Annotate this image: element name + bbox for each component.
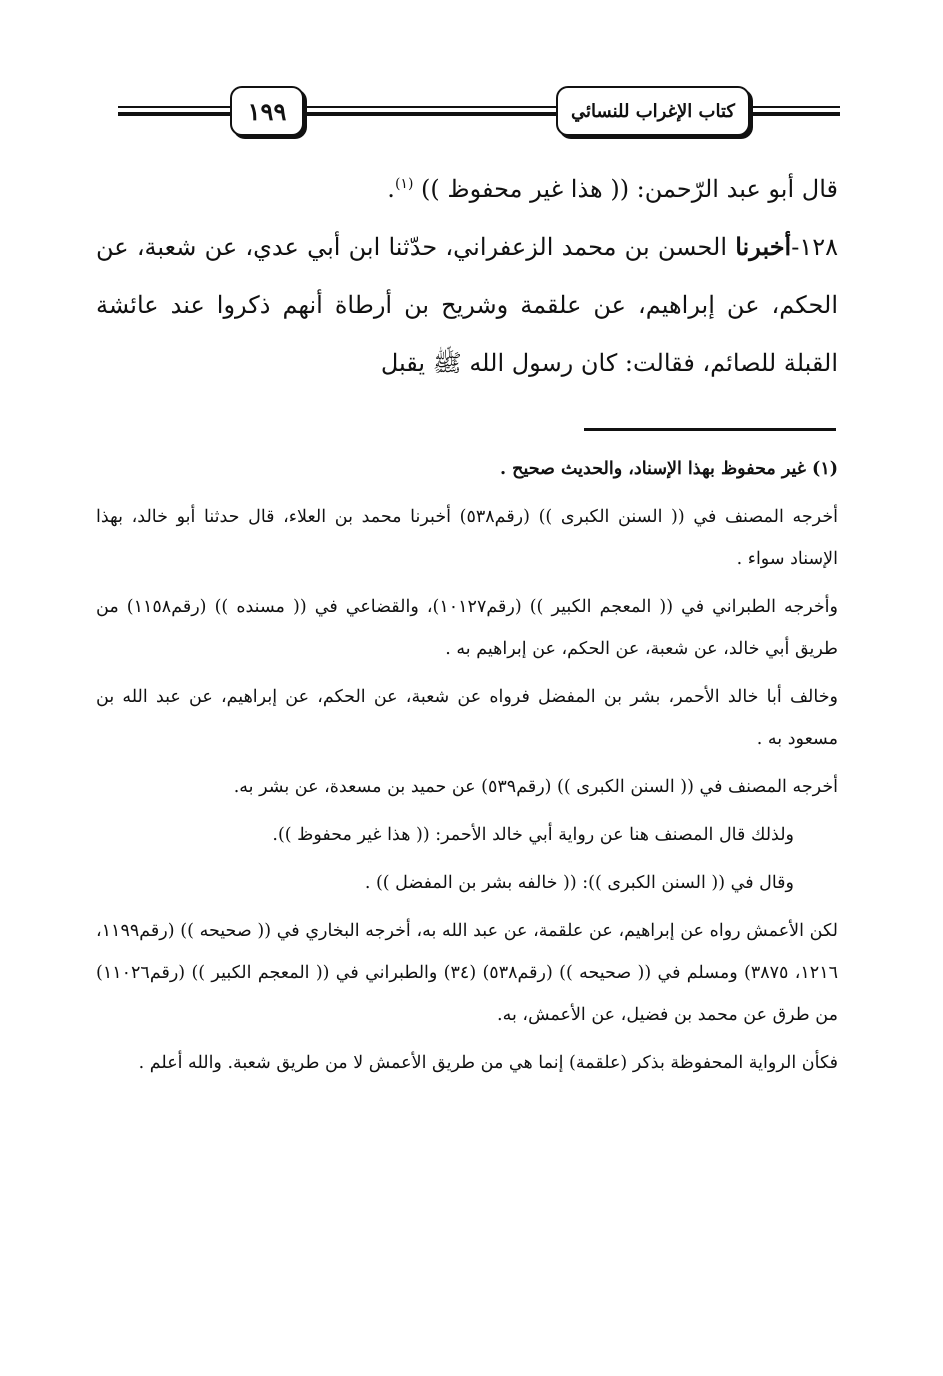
footnote-paragraph: فكأن الرواية المحفوظة بذكر (علقمة) إنما هي من طريق الأعمش لا من طريق شعبة. والله أعلم .	[138, 1053, 838, 1073]
header-rule-left	[118, 106, 230, 108]
header-rule-middle	[302, 106, 556, 108]
hadith-number: ١٢٨-	[791, 233, 838, 261]
header-rule-right	[748, 106, 840, 108]
footnote-paragraph: أخرجه المصنف في (( السنن الكبرى )) (رقم٥٣٨) أخبرنا محمد بن العلاء، قال حدثنا أبو خالد، بهذا الإسناد سواء .	[96, 507, 838, 569]
author-statement	[96, 160, 838, 218]
book-title: كتاب الإغراب للنسائي	[556, 86, 750, 136]
footnote-paragraph: وخالف أبا خالد الأحمر، بشر بن المفضل فرواه عن شعبة، عن الحكم، عن إبراهيم، عن عبد الله بن مسعود به .	[96, 687, 838, 749]
footnote-paragraph: وأخرجه الطبراني في (( المعجم الكبير )) (رقم١٠١٢٧)، والقضاعي في (( مسنده )) (رقم١١٥٨) من طريق أبي خالد، عن شعبة، عن الحكم، عن إبراهيم به .	[96, 597, 839, 659]
header-rule-middle	[302, 112, 556, 116]
header-rule-right	[748, 112, 840, 116]
header-rule-left	[118, 112, 230, 116]
footnote-separator	[584, 428, 836, 431]
page-number: ١٩٩	[230, 86, 304, 136]
footnote-reference: (١)	[394, 176, 414, 192]
footnotes	[96, 448, 838, 1090]
hadith-paragraph	[96, 218, 838, 392]
hadith-lead: أخبرنا	[735, 232, 792, 261]
footnote-paragraph: ولذلك قال المصنف هنا عن رواية أبي خالد الأحمر: (( هذا غير محفوظ )).	[272, 825, 794, 845]
footnote-paragraph: لكن الأعمش رواه عن إبراهيم، عن علقمة، عن عبد الله به، أخرجه البخاري في (( صحيحه )) (رقم١١٩٩، ١٢١٦، ٣٨٧٥) ومسلم في (( صحيحه )) (رقم٥٣٨) (٣٤) والطبراني في (( المعجم الكبير )) (رقم١١٠٢٦) من طرق عن محمد بن فضيل، عن الأعمش، به.	[96, 921, 839, 1025]
page-header	[118, 86, 840, 138]
statement-end: .	[387, 175, 395, 203]
footnote-paragraph: وقال في (( السنن الكبرى )): (( خالفه بشر بن المفضل )) .	[364, 873, 794, 893]
main-text	[96, 160, 838, 392]
footnote-paragraph: أخرجه المصنف في (( السنن الكبرى )) (رقم٥٣٩) عن حميد بن مسعدة، عن بشر به.	[233, 777, 838, 797]
statement-text: قال أبو عبد الرّحمن: (( هذا غير محفوظ ))	[421, 175, 838, 203]
hadith-text: الحسن بن محمد الزعفراني، حدّثنا ابن أبي عدي، عن شعبة، عن الحكم، عن إبراهيم، عن علقمة وشريح بن أرطاة أنهم ذكروا عند عائشة القبلة للصائم، فقالت: كان رسول الله ﷺ يقبل	[96, 233, 838, 377]
footnote-heading: (١) غير محفوظ بهذا الإسناد، والحديث صحيح .	[499, 459, 838, 479]
